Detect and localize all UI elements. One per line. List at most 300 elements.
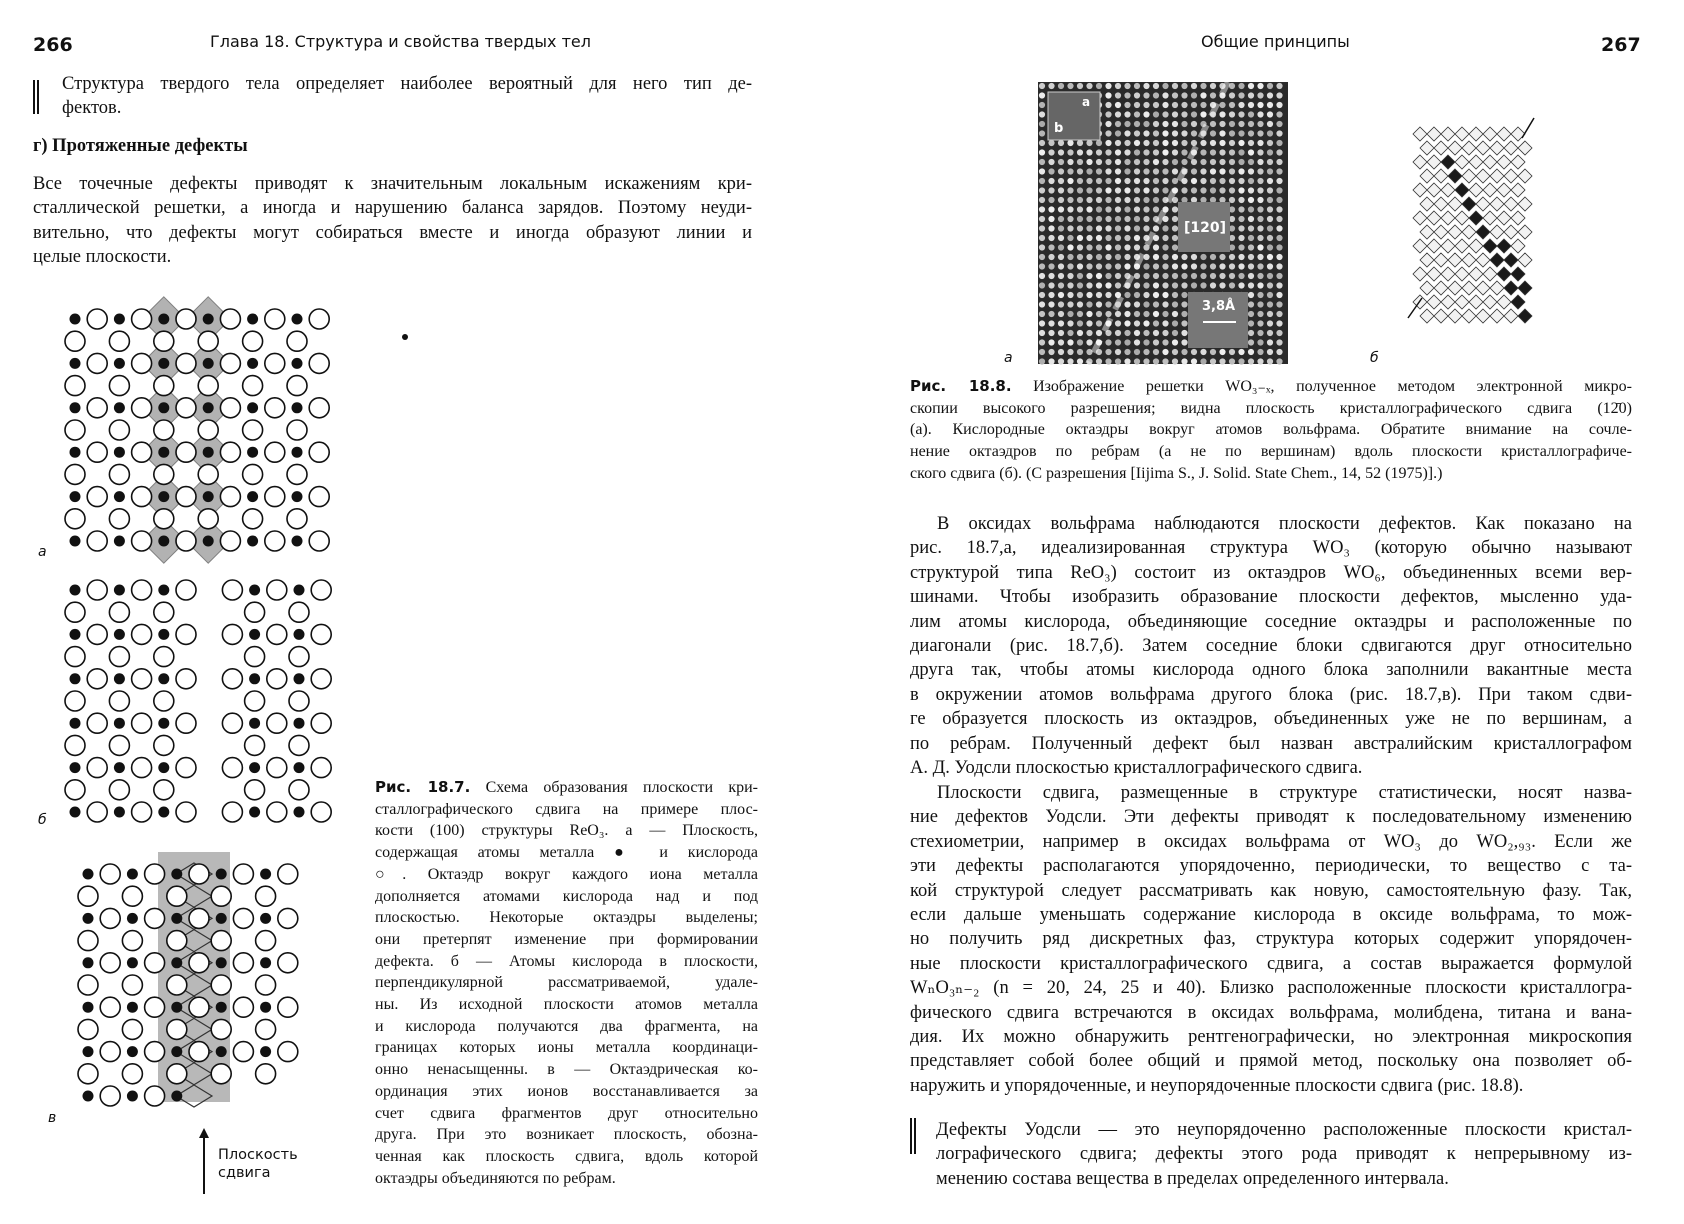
octahedron xyxy=(1476,253,1490,267)
octahedron xyxy=(1469,127,1483,141)
oxygen-atom xyxy=(311,624,331,644)
lattice-spot xyxy=(1086,320,1092,326)
lattice-spot xyxy=(1238,168,1244,174)
lattice-spot xyxy=(1039,244,1045,250)
oxygen-atom xyxy=(78,1019,98,1039)
lattice-spot xyxy=(1153,273,1159,279)
lattice-spot xyxy=(1181,292,1187,298)
oxygen-atom xyxy=(311,669,331,689)
lattice-spot xyxy=(1058,349,1064,355)
lattice-spot xyxy=(1086,301,1092,307)
oxygen-atom xyxy=(265,398,285,418)
metal-atom xyxy=(158,807,169,818)
oxygen-atom xyxy=(145,1086,165,1106)
lattice-spot xyxy=(1134,159,1140,165)
lattice-spot xyxy=(1115,254,1121,260)
octahedron xyxy=(1455,267,1469,281)
lattice-spot xyxy=(1096,140,1102,146)
octahedron xyxy=(1420,309,1434,323)
oxygen-atom xyxy=(267,713,287,733)
metal-atom xyxy=(114,314,125,325)
text-line: сталлической решетки, а иногда и нарушению баланса зарядов. Поэтому неуди- xyxy=(33,198,752,219)
oxygen-atom xyxy=(176,713,196,733)
lattice-spot xyxy=(1238,358,1244,364)
metal-atom xyxy=(70,491,81,502)
metal-atom xyxy=(83,1091,94,1102)
lattice-spot xyxy=(1115,140,1121,146)
oxygen-atom xyxy=(87,309,107,329)
lattice-spot xyxy=(1105,244,1111,250)
oxygen-atom xyxy=(222,580,242,600)
lattice-spot xyxy=(1229,263,1235,269)
text-line: дия. Их можно обнаружить рентгенографически, но электронная микроскопия xyxy=(910,1027,1632,1048)
lattice-spot xyxy=(1096,197,1102,203)
caption-label: Рис. 18.8. xyxy=(910,377,1012,395)
lattice-spot xyxy=(1248,254,1254,260)
octahedron xyxy=(1504,141,1518,155)
lattice-spot xyxy=(1200,168,1206,174)
lattice-spot xyxy=(1257,339,1263,345)
lattice-spot xyxy=(1105,102,1111,108)
oxygen-atom xyxy=(87,580,107,600)
lattice-spot xyxy=(1229,254,1235,260)
lattice-spot xyxy=(1153,320,1159,326)
oxygen-atom xyxy=(122,886,142,906)
oxygen-atom xyxy=(267,802,287,822)
lattice-spot xyxy=(1096,273,1102,279)
oxygen-atom xyxy=(87,713,107,733)
lattice-spot xyxy=(1048,235,1054,241)
lattice-spot xyxy=(1048,83,1054,89)
metal-atom xyxy=(158,358,169,369)
oxygen-atom xyxy=(189,864,209,884)
lattice-spot xyxy=(1124,140,1130,146)
metal-atom xyxy=(203,402,214,413)
metal-atom xyxy=(114,718,125,729)
octahedron xyxy=(1504,281,1518,295)
lattice-spot xyxy=(1229,149,1235,155)
caption-line: дополняется атомами кислорода над и под xyxy=(375,887,758,905)
metal-atom xyxy=(127,1002,138,1013)
caption-line: Схема образования плоскости кри- xyxy=(485,779,759,796)
octahedron xyxy=(1483,155,1497,169)
oxygen-atom xyxy=(222,624,242,644)
oxygen-atom xyxy=(278,997,298,1017)
lattice-spot xyxy=(1248,121,1254,127)
lattice-spot xyxy=(1124,187,1130,193)
lattice-spot xyxy=(1086,225,1092,231)
lattice-spot xyxy=(1267,273,1273,279)
oxygen-atom xyxy=(78,1064,98,1084)
lattice-spot xyxy=(1105,187,1111,193)
lattice-spot xyxy=(1058,140,1064,146)
lattice-spot xyxy=(1172,263,1178,269)
lattice-spot xyxy=(1238,92,1244,98)
lattice-spot xyxy=(1048,187,1054,193)
lattice-spot xyxy=(1067,339,1073,345)
lattice-spot xyxy=(1267,149,1273,155)
oxygen-atom xyxy=(289,691,309,711)
lattice-spot xyxy=(1124,178,1130,184)
lattice-spot xyxy=(1210,254,1216,260)
lattice-spot xyxy=(1276,311,1282,317)
metal-atom xyxy=(260,957,271,968)
metal-atom xyxy=(247,491,258,502)
lattice-spot xyxy=(1229,168,1235,174)
lattice-spot xyxy=(1077,206,1083,212)
octahedron xyxy=(1441,183,1455,197)
highlight-box-left xyxy=(62,72,752,121)
figure-18-7-v-shear xyxy=(80,852,340,1117)
lattice-spot xyxy=(1058,83,1064,89)
lattice-spot xyxy=(1162,235,1168,241)
oxygen-atom xyxy=(220,398,240,418)
lattice-spot xyxy=(1210,130,1216,136)
lattice-spot xyxy=(1162,159,1168,165)
label-line: Плоскость xyxy=(218,1147,298,1163)
lattice-spot xyxy=(1143,130,1149,136)
text-line: эти дефекты располагаются упорядоченно, периодически, то вещество с та- xyxy=(910,856,1632,877)
lattice-spot xyxy=(1124,349,1130,355)
oxygen-atom xyxy=(145,953,165,973)
oxygen-atom xyxy=(243,376,263,396)
lattice-spot xyxy=(1134,225,1140,231)
lattice-spot xyxy=(1143,140,1149,146)
lattice-spot xyxy=(1200,159,1206,165)
lattice-spot xyxy=(1096,83,1102,89)
metal-atom xyxy=(83,913,94,924)
oxygen-atom xyxy=(233,908,253,928)
lattice-spot xyxy=(1134,206,1140,212)
metal-atom xyxy=(114,762,125,773)
caption-line: нение октаэдров по ребрам (а не по вершинам) вдоль плоскости кристаллографиче- xyxy=(910,443,1632,461)
highlight-bar-right-2 xyxy=(914,1118,916,1154)
lattice-spot xyxy=(1048,273,1054,279)
octahedron xyxy=(1490,141,1504,155)
lattice-spot xyxy=(1229,358,1235,364)
lattice-spot xyxy=(1058,301,1064,307)
lattice-spot xyxy=(1134,320,1140,326)
oxygen-atom xyxy=(176,669,196,689)
lattice-spot xyxy=(1181,92,1187,98)
lattice-spot xyxy=(1257,178,1263,184)
octahedron xyxy=(1497,183,1511,197)
metal-atom xyxy=(203,314,214,325)
octahedron xyxy=(1434,169,1448,183)
oxygen-atom xyxy=(289,602,309,622)
oxygen-atom xyxy=(220,487,240,507)
oxygen-atom xyxy=(87,802,107,822)
caption-line: сталлографического сдвига на примере плос- xyxy=(375,800,758,818)
octahedron xyxy=(1427,295,1441,309)
octahedron xyxy=(1434,225,1448,239)
lattice-spot xyxy=(1105,292,1111,298)
oxygen-atom xyxy=(100,953,120,973)
text-line: фектов. xyxy=(62,98,122,119)
octahedron xyxy=(1518,169,1532,183)
lattice-spot xyxy=(1200,273,1206,279)
lattice-spot xyxy=(1039,349,1045,355)
metal-atom xyxy=(292,536,303,547)
oxygen-atom xyxy=(222,713,242,733)
oxygen-atom xyxy=(309,398,329,418)
text-line: А. Д. Уодсли плоскостью кристаллографического сдвига. xyxy=(910,758,1363,779)
lattice-spot xyxy=(1276,320,1282,326)
lattice-spot xyxy=(1105,206,1111,212)
lattice-spot xyxy=(1153,263,1159,269)
lattice-spot xyxy=(1276,168,1282,174)
oxygen-atom xyxy=(78,931,98,951)
octahedron xyxy=(1504,169,1518,183)
oxygen-atom xyxy=(87,624,107,644)
lattice-spot xyxy=(1124,311,1130,317)
lattice-spot xyxy=(1248,330,1254,336)
lattice-spot xyxy=(1276,301,1282,307)
lattice-spot xyxy=(1105,225,1111,231)
lattice-spot xyxy=(1200,178,1206,184)
lattice-spot xyxy=(1276,235,1282,241)
lattice-spot xyxy=(1153,244,1159,250)
oxygen-atom xyxy=(189,1042,209,1062)
octahedron xyxy=(1413,211,1427,225)
lattice-spot xyxy=(1229,92,1235,98)
lattice-spot xyxy=(1210,168,1216,174)
lattice-spot xyxy=(1257,130,1263,136)
lattice-spot xyxy=(1067,292,1073,298)
figure-18-8-label-b: б xyxy=(1370,350,1379,366)
octahedron xyxy=(1427,155,1441,169)
lattice-spot xyxy=(1219,130,1225,136)
lattice-spot xyxy=(1162,273,1168,279)
body-paragraph-1 xyxy=(910,512,1632,780)
lattice-spot xyxy=(1248,273,1254,279)
lattice-spot xyxy=(1124,358,1130,364)
lattice-spot xyxy=(1257,83,1263,89)
lattice-spot xyxy=(1257,330,1263,336)
octahedron xyxy=(1490,281,1504,295)
lattice-spot xyxy=(1248,301,1254,307)
lattice-spot xyxy=(1124,216,1130,222)
metal-atom xyxy=(158,402,169,413)
lattice-spot xyxy=(1124,292,1130,298)
octahedron xyxy=(1518,281,1532,295)
lattice-spot xyxy=(1077,254,1083,260)
lattice-spot xyxy=(1096,320,1102,326)
lattice-spot xyxy=(1172,358,1178,364)
lattice-spot xyxy=(1248,263,1254,269)
lattice-spot xyxy=(1238,254,1244,260)
oxygen-atom xyxy=(145,908,165,928)
lattice-spot xyxy=(1058,225,1064,231)
text-line: вительно, что дефекты могут собираться вместе и иногда образуют линии и xyxy=(33,222,752,243)
octahedron xyxy=(1462,253,1476,267)
lattice-spot xyxy=(1048,206,1054,212)
lattice-spot xyxy=(1162,244,1168,250)
lattice-spot xyxy=(1096,254,1102,260)
lattice-spot xyxy=(1191,121,1197,127)
lattice-spot xyxy=(1048,197,1054,203)
lattice-spot xyxy=(1267,311,1273,317)
metal-atom xyxy=(114,491,125,502)
lattice-spot xyxy=(1162,83,1168,89)
octahedron xyxy=(1462,309,1476,323)
octahedron xyxy=(1483,295,1497,309)
lattice-spot xyxy=(1124,159,1130,165)
lattice-spot xyxy=(1143,92,1149,98)
lattice-spot xyxy=(1143,349,1149,355)
oxygen-atom xyxy=(309,487,329,507)
octahedron xyxy=(1427,127,1441,141)
oxygen-atom xyxy=(176,580,196,600)
lattice-spot xyxy=(1181,339,1187,345)
metal-atom xyxy=(260,1002,271,1013)
lattice-spot xyxy=(1267,339,1273,345)
lattice-spot xyxy=(1276,292,1282,298)
lattice-spot xyxy=(1153,358,1159,364)
lattice-spot xyxy=(1276,140,1282,146)
lattice-spot xyxy=(1162,254,1168,260)
lattice-spot xyxy=(1067,187,1073,193)
lattice-spot xyxy=(1058,339,1064,345)
lattice-spot xyxy=(1276,349,1282,355)
lattice-spot xyxy=(1096,168,1102,174)
lattice-spot xyxy=(1096,149,1102,155)
lattice-spot xyxy=(1181,111,1187,117)
oxygen-atom xyxy=(245,735,265,755)
octahedron xyxy=(1427,183,1441,197)
caption-line: и кислорода получаются два фрагмента, на xyxy=(375,1017,758,1035)
caption-line: кости (100) структуры ReO₃. а — Плоскость, xyxy=(375,822,758,840)
lattice-spot xyxy=(1086,178,1092,184)
lattice-spot xyxy=(1039,330,1045,336)
lattice-spot xyxy=(1153,301,1159,307)
lattice-spot xyxy=(1248,235,1254,241)
metal-atom xyxy=(70,585,81,596)
octahedron xyxy=(1462,141,1476,155)
lattice-spot xyxy=(1048,263,1054,269)
lattice-spot xyxy=(1172,282,1178,288)
lattice-spot xyxy=(1124,168,1130,174)
lattice-spot xyxy=(1067,140,1073,146)
octahedron xyxy=(1413,183,1427,197)
caption-line: онно ненасыщенны. в — Октаэдрическая ко- xyxy=(375,1061,758,1079)
lattice-spot xyxy=(1181,254,1187,260)
octahedra-diagram xyxy=(1404,122,1544,332)
lattice-spot xyxy=(1210,273,1216,279)
lattice-spot xyxy=(1162,168,1168,174)
lattice-spot xyxy=(1143,149,1149,155)
lattice-spot xyxy=(1181,159,1187,165)
lattice-spot xyxy=(1248,216,1254,222)
lattice-spot xyxy=(1191,92,1197,98)
lattice-spot xyxy=(1257,140,1263,146)
octahedron xyxy=(1511,239,1525,253)
oxygen-atom xyxy=(278,953,298,973)
lattice-spot xyxy=(1257,254,1263,260)
lattice-spot xyxy=(1124,206,1130,212)
metal-atom xyxy=(70,629,81,640)
octahedron xyxy=(1469,211,1483,225)
oxygen-atom xyxy=(245,780,265,800)
lattice-spot xyxy=(1248,149,1254,155)
lattice-spot xyxy=(1124,235,1130,241)
metal-atom xyxy=(203,358,214,369)
oxygen-atom xyxy=(243,464,263,484)
lattice-spot xyxy=(1172,254,1178,260)
lattice-spot xyxy=(1105,216,1111,222)
octahedron xyxy=(1441,127,1455,141)
oxygen-atom xyxy=(222,669,242,689)
lattice-spot xyxy=(1077,83,1083,89)
lattice-spot xyxy=(1058,216,1064,222)
metal-atom xyxy=(249,585,260,596)
lattice-spot xyxy=(1058,311,1064,317)
lattice-spot xyxy=(1267,225,1273,231)
metal-atom xyxy=(216,869,227,880)
oxygen-atom xyxy=(211,886,231,906)
lattice-spot xyxy=(1039,149,1045,155)
oxygen-atom xyxy=(132,802,152,822)
oxygen-atom xyxy=(220,442,240,462)
lattice-spot xyxy=(1086,83,1092,89)
lattice-spot xyxy=(1143,225,1149,231)
oxygen-atom xyxy=(198,331,218,351)
lattice-spot xyxy=(1162,121,1168,127)
lattice-spot xyxy=(1086,197,1092,203)
oxygen-atom xyxy=(122,931,142,951)
lattice-spot xyxy=(1115,149,1121,155)
lattice-spot xyxy=(1276,130,1282,136)
text-line: В оксидах вольфрама наблюдаются плоскости дефектов. Как показано на xyxy=(937,514,1632,534)
lattice-spot xyxy=(1200,282,1206,288)
lattice-spot xyxy=(1276,83,1282,89)
caption-line: они претерпят изменение при формировании xyxy=(375,930,758,948)
lattice-spot xyxy=(1229,130,1235,136)
lattice-spot xyxy=(1086,244,1092,250)
lattice-spot xyxy=(1086,339,1092,345)
lattice-spot xyxy=(1238,216,1244,222)
lattice-spot xyxy=(1105,254,1111,260)
octahedron xyxy=(1448,169,1462,183)
lattice-spot xyxy=(1257,320,1263,326)
axis-label-b: b xyxy=(1054,121,1064,136)
lattice-spot xyxy=(1181,358,1187,364)
oxygen-atom xyxy=(189,953,209,973)
metal-atom xyxy=(70,447,81,458)
octahedron xyxy=(1448,197,1462,211)
lattice-spot xyxy=(1238,273,1244,279)
lattice-spot xyxy=(1267,140,1273,146)
lattice-spot xyxy=(1276,178,1282,184)
lattice-spot xyxy=(1248,159,1254,165)
lattice-spot xyxy=(1143,216,1149,222)
oxygen-atom xyxy=(132,531,152,551)
lattice-spot xyxy=(1172,225,1178,231)
oxygen-atom xyxy=(154,602,174,622)
lattice-spot xyxy=(1257,273,1263,279)
lattice-spot xyxy=(1267,282,1273,288)
lattice-spot xyxy=(1124,130,1130,136)
lattice-spot xyxy=(1105,178,1111,184)
lattice-spot xyxy=(1058,320,1064,326)
oxygen-atom xyxy=(198,376,218,396)
oxygen-atom xyxy=(132,580,152,600)
lattice-spot xyxy=(1238,349,1244,355)
lattice-spot xyxy=(1200,358,1206,364)
lattice-spot xyxy=(1124,83,1130,89)
lattice-spot xyxy=(1267,206,1273,212)
oxygen-atom xyxy=(176,353,196,373)
